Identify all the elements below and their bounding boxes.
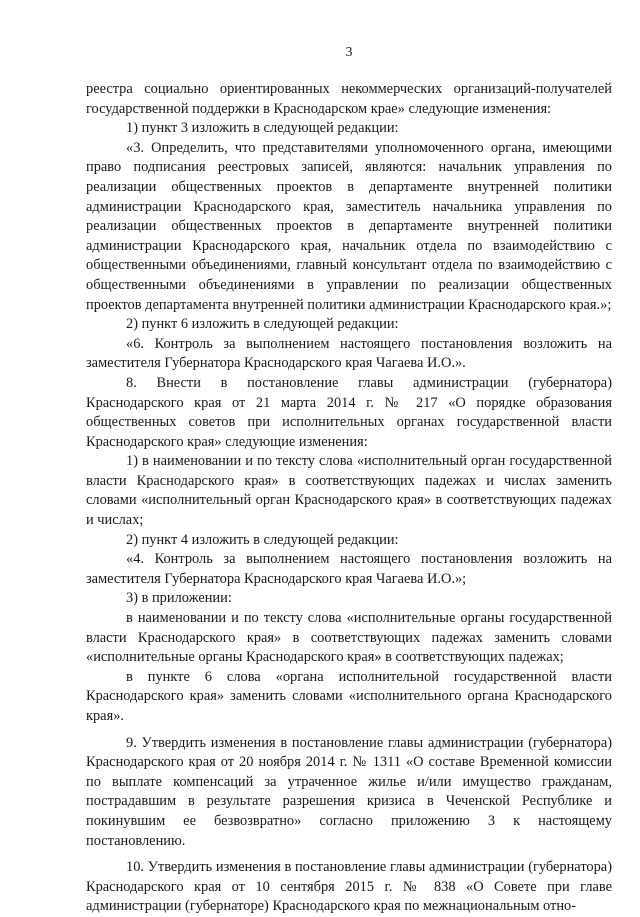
- paragraph: 1) пункт 3 изложить в следующей редакции:: [126, 120, 399, 137]
- document-body: [86, 80, 612, 917]
- paragraph: 2) пункт 6 изложить в следующей редакции:: [126, 316, 399, 333]
- paragraph: реестра социально ориентированных некоммерческих организаций-получателей государственной поддержки в Краснодарском крае» следующие изменения:: [86, 81, 612, 117]
- paragraph: 8. Внести в постановление главы администрации (губернатора) Краснодарского края от 21 марта 2014 г. № 217 «О порядке образования общественных советов при исполнительных органах государственной власти Краснодарского края» следующие изменения:: [86, 374, 612, 450]
- paragraph: 2) пункт 4 изложить в следующей редакции:: [126, 531, 399, 548]
- paragraph: 1) в наименовании и по тексту слова «исполнительный орган государственной власти Краснодарского края» в соответствующих падежах и числах заменить словами «исполнительный орган Краснодарского края» в соответствующих падежах и числах;: [86, 453, 612, 529]
- paragraph: 10. Утвердить изменения в постановление главы администрации (губернатора) Краснодарского края от 10 сентября 2015 г. № 838 «О Совете при главе администрации (губернаторе) Краснодарского края по межнациональным отно-: [86, 859, 612, 915]
- paragraph: «3. Определить, что представителями уполномоченного органа, имеющими право подписания реестровых записей, являются: начальник управления по реализации общественных проектов в департаменте внутренней политики администрации Краснодарского края, заместитель начальника управления по реализации общественных проектов в департаменте внутренней политики администрации Краснодарского края, начальник отдела по взаимодействию с общественными объединениями, главный консультант отдела по взаимодействию с общественными объединениями в управлении по реализации общественных проектов департамента внутренней политики администрации Краснодарского края.»;: [86, 139, 612, 313]
- paragraph: в пункте 6 слова «органа исполнительной государственной власти Краснодарского края» заменить словами «исполнительного органа Краснодарского края».: [86, 668, 612, 724]
- paragraph: 3) в приложении:: [126, 590, 232, 607]
- paragraph: «4. Контроль за выполнением настоящего постановления возложить на заместителя Губернатора Краснодарского края Чагаева И.О.»;: [86, 551, 612, 587]
- paragraph: 9. Утвердить изменения в постановление главы администрации (губернатора) Краснодарского края от 20 ноября 2014 г. № 1311 «О составе Временной комиссии по выплате компенсаций за утраченное жилье и/или имущество гражданам, пострадавшим в результате разрешения кризиса в Чеченской Республике и покинувшим ее безвозвратно» согласно приложению 3 к настоящему постановлению.: [86, 734, 612, 849]
- page-number: 3: [345, 45, 353, 60]
- paragraph: в наименовании и по тексту слова «исполнительные органы государственной власти Краснодарского края» в соответствующих падежах заменить словами «исполнительные органы Краснодарского края» в соответствующих падежах;: [86, 610, 612, 666]
- paragraph: «6. Контроль за выполнением настоящего постановления возложить на заместителя Губернатора Краснодарского края Чагаева И.О.».: [86, 335, 612, 372]
